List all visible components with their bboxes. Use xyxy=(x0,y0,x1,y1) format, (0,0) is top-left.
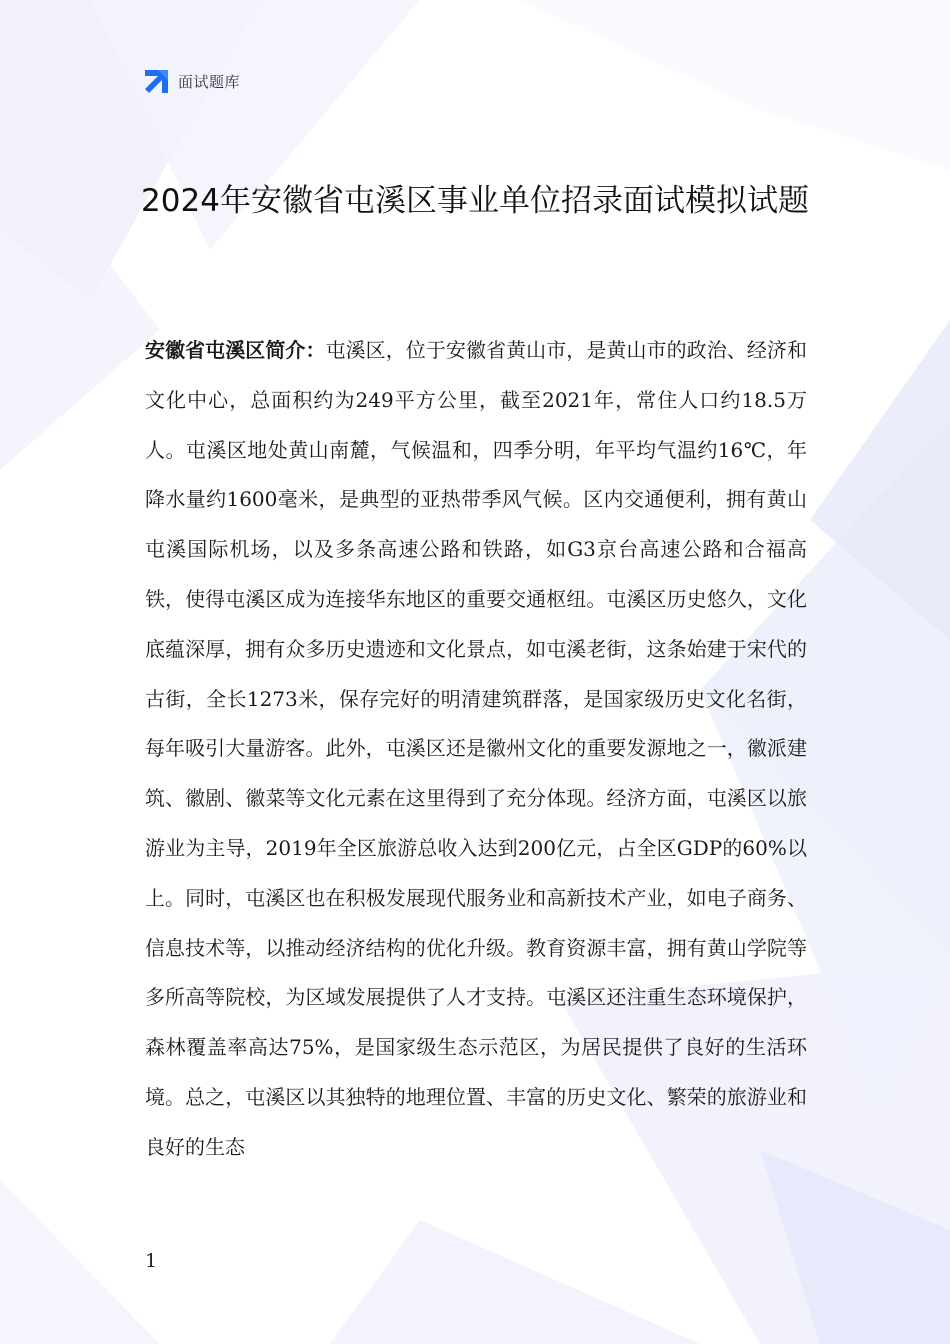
intro-body: 屯溪区，位于安徽省黄山市，是黄山市的政治、经济和文化中心，总面积约为249平方公里，截至2021年，常住人口约18.5万人。屯溪区地处黄山南麓，气候温和，四季分明，年平均气温约16℃，年降水量约1600毫米，是典型的亚热带季风气候。区内交通便利，拥有黄山屯溪国际机场，以及多条高速公路和铁路，如G3京台高速公路和合福高铁，使得屯溪区成为连接华东地区的重要交通枢纽。屯溪区历史悠久，文化底蕴深厚，拥有众多历史遗迹和文化景点，如屯溪老街，这条始建于宋代的古街，全长1273米，保存完好的明清建筑群落，是国家级历史文化名街，每年吸引大量游客。此外，屯溪区还是徽州文化的重要发源地之一，徽派建筑、徽剧、徽菜等文化元素在这里得到了充分体现。经济方面，屯溪区以旅游业为主导，2019年全区旅游总收入达到200亿元，占全区GDP的60%以上。同时，屯溪区也在积极发展现代服务业和高新技术产业，如电子商务、信息技术等，以推动经济结构的优化升级。教育资源丰富，拥有黄山学院等多所高等院校，为区域发展提供了人才支持。屯溪区还注重生态环境保护，森林覆盖率高达75%，是国家级生态示范区，为居民提供了良好的生活环境。总之，屯溪区以其独特的地理位置、丰富的历史文化、繁荣的旅游业和良好的生态 xyxy=(145,338,807,1159)
arrow-up-right-icon xyxy=(143,68,170,95)
page-number: 1 xyxy=(145,1250,158,1272)
document-title: 2024年安徽省屯溪区事业单位招录面试模拟试题 xyxy=(141,183,809,219)
intro-paragraph xyxy=(145,326,807,1173)
intro-lead: 安徽省屯溪区简介： xyxy=(145,338,326,362)
brand-name: 面试题库 xyxy=(178,73,241,91)
header xyxy=(143,68,240,95)
